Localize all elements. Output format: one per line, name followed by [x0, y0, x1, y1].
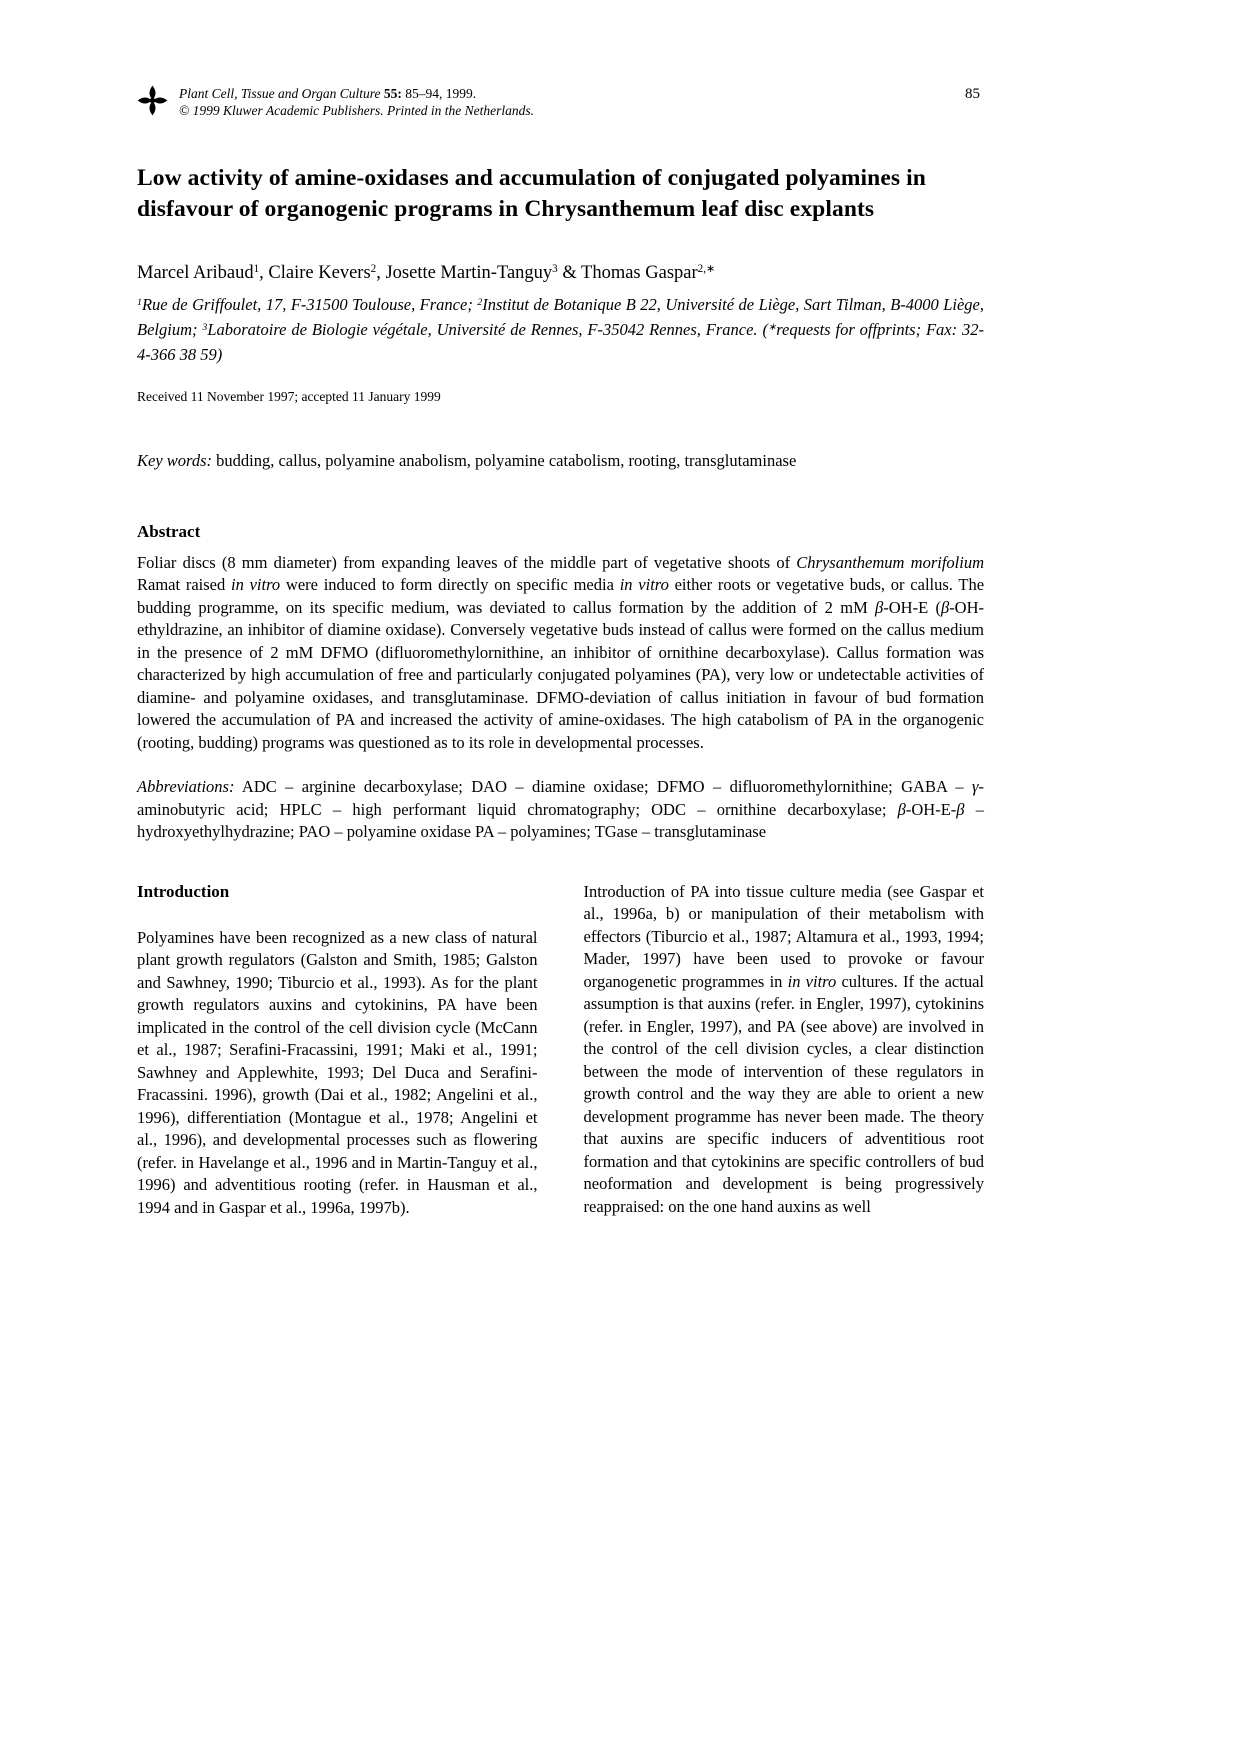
keywords-label: Key words: — [137, 451, 213, 470]
keywords-text: budding, callus, polyamine anabolism, polyamine catabolism, rooting, transglutaminase — [212, 451, 797, 470]
affiliations — [137, 292, 984, 367]
author-separator: , — [259, 263, 269, 283]
author-name: Thomas Gaspar — [581, 263, 698, 283]
introduction-paragraph-right: Introduction of PA into tissue culture media (see Gaspar et al., 1996a, b) or manipulation of their metabolism with effectors (Tiburcio et al., 1987; Altamura et al., 1993, 1994; Mader, 1997) have been used to provoke or favour organogenetic programmes in in vitro cultures. If the actual assumption is that auxins (refer. in Engler, 1997), cytokinins (refer. in Engler, 1997), and PA (see above) are involved in the control of the cell division cycles, a clear distinction between the mode of intervention of these regulators in growth control and the way they are able to orient a new development programme has never been made. The theory that auxins are specific inducers of adventitious root formation and that cytokinins are specific controllers of bud neoformation and development is being progressively reappraised: on the one hand auxins as well — [583, 881, 984, 1216]
abstract-text: Foliar discs (8 mm diameter) from expanding leaves of the middle part of vegetative shoots of Chrysanthemum morifolium Ramat raised in vitro were induced to form directly on specific media in vitro either roots or vegetative buds, or callus. The budding programme, on its specific medium, was deviated to callus formation by the addition of 2 mM β-OH-E (β-OH-ethyldrazine, an inhibitor of diamine oxidase). Conversely vegetative buds instead of callus were formed on the callus medium in the presence of 2 mM DFMO (difluoromethylornithine, an inhibitor of ornithine decarboxylase). Callus formation was characterized by high accumulation of free and particularly conjugated polyamines (PA), very low or undetectable activities of diamine- and polyamine oxidases, and transglutaminase. DFMO-deviation of callus initiation in favour of bud formation lowered the accumulation of PA and increased the activity of amine-oxidases. The high catabolism of PA in the organogenic (rooting, budding) programs was questioned as to its role in developmental processes. — [137, 552, 985, 752]
affiliation-prefix: ( — [762, 320, 768, 339]
paper-title: Low activity of amine-oxidases and accumulation of conjugated polyamines in disfavour of organogenic programs in Chrysanthemum leaf disc explants — [137, 165, 926, 222]
affiliation-number: 3 — [202, 322, 208, 334]
author — [385, 263, 581, 283]
author-affiliation-mark: 3 — [552, 263, 558, 276]
keywords-line — [137, 450, 984, 473]
author-affiliation-mark: 2 — [370, 263, 377, 276]
journal-volume: 55: — [383, 86, 402, 101]
introduction-heading: Introduction — [137, 881, 230, 901]
author-affiliation-mark: 1 — [253, 263, 260, 276]
affiliation-text: Laboratoire de Biologie végétale, Université de Rennes, F-35042 Rennes, France. — [207, 320, 763, 339]
received-dates: Received 11 November 1997; accepted 11 January 1999 — [137, 389, 441, 404]
abstract-section — [137, 521, 984, 755]
abstract-heading: Abstract — [137, 521, 201, 541]
affiliation — [202, 320, 762, 339]
author — [581, 263, 715, 283]
author-name: Marcel Aribaud — [137, 263, 254, 283]
affiliation-text: Rue de Griffoulet, 17, F-31500 Toulouse, France; — [141, 295, 478, 314]
page-number: 85 — [965, 86, 980, 102]
journal-name: Plant Cell, Tissue and Organ Culture — [179, 86, 381, 101]
author-separator: & — [557, 263, 582, 283]
affiliation — [137, 295, 477, 314]
author-separator: , — [376, 263, 386, 283]
affiliation-text: Institut de Botanique B 22, Université de Liège, Sart Tilman, B-4000 Liège, Belgium; — [137, 295, 985, 339]
abbreviations-paragraph: Abbreviations: ADC – arginine decarboxylase; DAO – diamine oxidase; DFMO – difluoromethylornithine; GABA – γ-aminobutyric acid; HPLC – high performant liquid chromatography; ODC – ornithine decarboxylase; β-OH-E-β – hydroxyethylhydrazine; PAO – polyamine oxidase PA – polyamines; TGase – transglutaminase — [137, 777, 984, 841]
affiliation-number: 2 — [477, 297, 483, 309]
copyright-line: © 1999 Kluwer Academic Publishers. Printed in the Netherlands. — [179, 103, 534, 118]
left-column — [137, 881, 538, 1220]
journal-header — [137, 85, 984, 119]
affiliation-text: requests for offprints; Fax: 32-4-366 38 59) — [137, 320, 985, 364]
journal-citation-line — [179, 85, 534, 102]
publisher-logo-icon — [137, 84, 168, 117]
two-column-body — [137, 881, 984, 1220]
author-name: Claire Kevers — [268, 263, 371, 283]
author-affiliation-mark: 2,∗ — [697, 263, 716, 276]
introduction-paragraph-left: Polyamines have been recognized as a new class of natural plant growth regulators (Galston and Smith, 1985; Galston and Sawhney, 1990; Tiburcio et al., 1993). As for the plant growth regulators auxins and cytokinins, PA have been implicated in the control of the cell division cycle (McCann et al., 1987; Serafini-Fracassini, 1991; Maki et al., 1991; Sawhney and Applewhite, 1993; Del Duca and Serafini-Fracassini. 1996), growth (Dai et al., 1982; Angelini et al., 1996), differentiation (Montague et al., 1978; Angelini et al., 1996), and developmental processes such as flowering (refer. in Havelange et al., 1996 and in Martin-Tanguy et al., 1996) and adventitious rooting (refer. in Hausman et al., 1994 and in Gaspar et al., 1996a, 1997b). — [137, 927, 538, 1217]
author — [268, 263, 385, 283]
authors-line — [137, 261, 984, 285]
journal-citation — [179, 85, 534, 119]
journal-pages: 85–94, 1999. — [405, 86, 477, 101]
author — [137, 263, 268, 283]
affiliation-number: 1 — [137, 297, 142, 309]
author-name: Josette Martin-Tanguy — [385, 263, 553, 283]
affiliation-asterisk: ∗ — [767, 322, 777, 334]
right-column — [584, 881, 985, 1220]
